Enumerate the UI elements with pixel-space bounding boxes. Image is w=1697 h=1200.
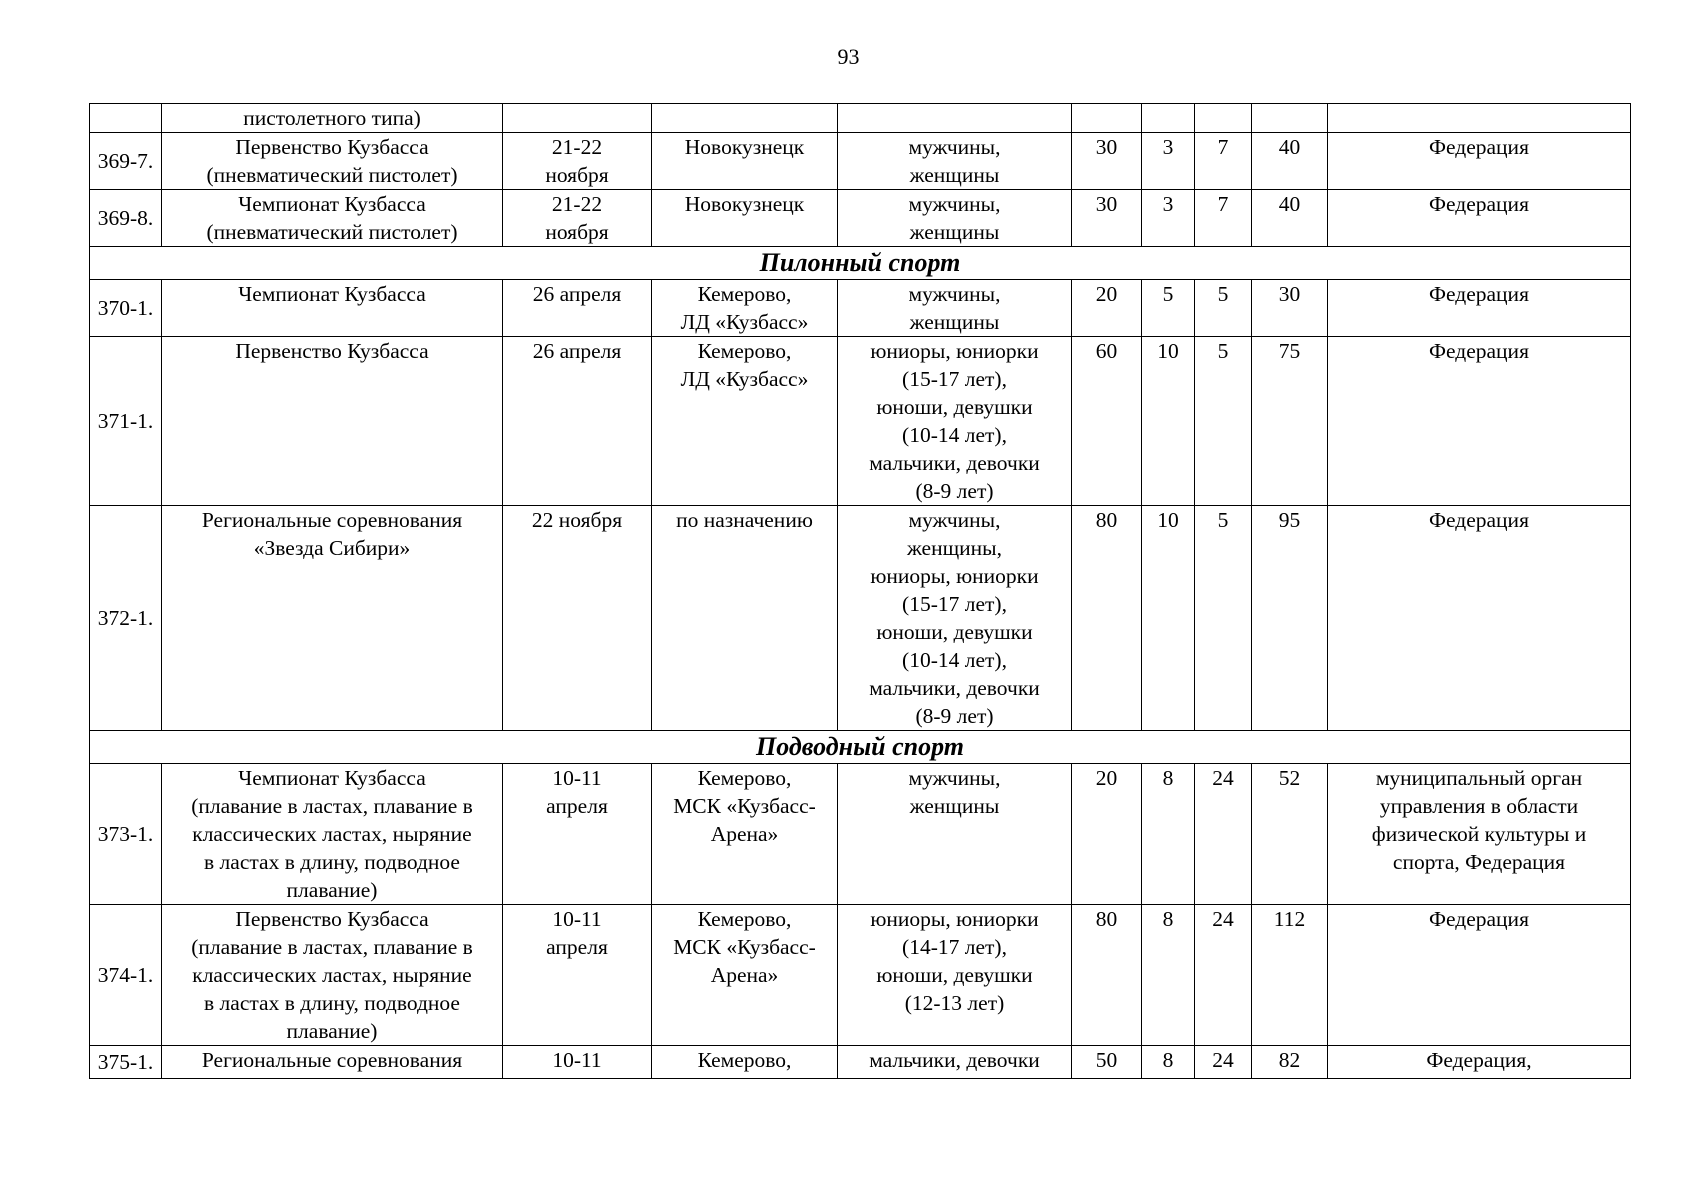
row-number: 369-8. [90, 190, 162, 247]
count-2: 10 [1142, 337, 1195, 506]
event-organizer: Федерация [1328, 506, 1631, 731]
event-place: Кемерово, МСК «Кузбасс- Арена» [652, 764, 838, 905]
event-date: 10-11 апреля [503, 764, 652, 905]
event-participants [838, 104, 1072, 133]
row-number: 370-1. [90, 280, 162, 337]
event-place: Кемерово, [652, 1046, 838, 1079]
count-1 [1072, 104, 1142, 133]
count-3: 24 [1195, 905, 1252, 1046]
event-place: Новокузнецк [652, 190, 838, 247]
event-place: Кемерово, ЛД «Кузбасс» [652, 337, 838, 506]
count-2: 3 [1142, 133, 1195, 190]
count-1: 80 [1072, 905, 1142, 1046]
event-date: 10-11 [503, 1046, 652, 1079]
row-number: 369-7. [90, 133, 162, 190]
event-date: 22 ноября [503, 506, 652, 731]
count-2: 8 [1142, 1046, 1195, 1079]
event-place [652, 104, 838, 133]
event-participants: мужчины, женщины [838, 280, 1072, 337]
table-row [90, 133, 1631, 190]
count-total: 40 [1252, 133, 1328, 190]
count-3: 7 [1195, 133, 1252, 190]
count-total: 30 [1252, 280, 1328, 337]
event-participants: мужчины, женщины [838, 764, 1072, 905]
count-total [1252, 104, 1328, 133]
table-row [90, 905, 1631, 1046]
event-name: Чемпионат Кузбасса (пневматический пистолет) [162, 190, 503, 247]
event-organizer: Федерация [1328, 337, 1631, 506]
count-3 [1195, 104, 1252, 133]
count-1: 50 [1072, 1046, 1142, 1079]
event-organizer: Федерация [1328, 133, 1631, 190]
event-participants: мальчики, девочки [838, 1046, 1072, 1079]
row-number: 371-1. [90, 337, 162, 506]
event-place: Кемерово, ЛД «Кузбасс» [652, 280, 838, 337]
event-name: Региональные соревнования «Звезда Сибири» [162, 506, 503, 731]
count-2: 10 [1142, 506, 1195, 731]
count-total: 82 [1252, 1046, 1328, 1079]
event-name: Чемпионат Кузбасса [162, 280, 503, 337]
count-total: 40 [1252, 190, 1328, 247]
event-date: 21-22 ноября [503, 190, 652, 247]
count-3: 5 [1195, 337, 1252, 506]
event-participants: мужчины, женщины [838, 190, 1072, 247]
table-row [90, 190, 1631, 247]
table-row [90, 506, 1631, 731]
count-3: 5 [1195, 280, 1252, 337]
table-row [90, 337, 1631, 506]
event-organizer: муниципальный орган управления в области физической культуры и спорта, Федерация [1328, 764, 1631, 905]
count-total: 75 [1252, 337, 1328, 506]
count-3: 5 [1195, 506, 1252, 731]
event-date: 10-11 апреля [503, 905, 652, 1046]
events-table [89, 103, 1631, 1079]
count-1: 20 [1072, 280, 1142, 337]
event-name: Региональные соревнования [162, 1046, 503, 1079]
event-name: Чемпионат Кузбасса (плавание в ластах, плавание в классических ластах, ныряние в ластах в длину, подводное плавание) [162, 764, 503, 905]
row-number: 372-1. [90, 506, 162, 731]
event-place: Кемерово, МСК «Кузбасс- Арена» [652, 905, 838, 1046]
count-total: 95 [1252, 506, 1328, 731]
count-1: 80 [1072, 506, 1142, 731]
row-number: 374-1. [90, 905, 162, 1046]
event-date: 21-22 ноября [503, 133, 652, 190]
row-number [90, 104, 162, 133]
event-name: Первенство Кузбасса (пневматический пистолет) [162, 133, 503, 190]
event-participants: мужчины, женщины, юниоры, юниорки (15-17 лет), юноши, девушки (10-14 лет), мальчики, девочки (8-9 лет) [838, 506, 1072, 731]
count-total: 112 [1252, 905, 1328, 1046]
section-title: Подводный спорт [90, 731, 1631, 764]
event-participants: юниоры, юниорки (14-17 лет), юноши, девушки (12-13 лет) [838, 905, 1072, 1046]
table-row [90, 280, 1631, 337]
event-participants: юниоры, юниорки (15-17 лет), юноши, девушки (10-14 лет), мальчики, девочки (8-9 лет) [838, 337, 1072, 506]
count-2: 8 [1142, 905, 1195, 1046]
event-date: 26 апреля [503, 337, 652, 506]
event-name: Первенство Кузбасса (плавание в ластах, плавание в классических ластах, ныряние в ластах в длину, подводное плавание) [162, 905, 503, 1046]
section-title: Пилонный спорт [90, 247, 1631, 280]
table-row [90, 1046, 1631, 1079]
event-organizer: Федерация [1328, 905, 1631, 1046]
event-name: пистолетного типа) [162, 104, 503, 133]
event-date: 26 апреля [503, 280, 652, 337]
count-2: 8 [1142, 764, 1195, 905]
section-header-row [90, 731, 1631, 764]
count-2: 3 [1142, 190, 1195, 247]
count-2 [1142, 104, 1195, 133]
table-row [90, 764, 1631, 905]
event-organizer: Федерация [1328, 280, 1631, 337]
event-place: Новокузнецк [652, 133, 838, 190]
row-number: 375-1. [90, 1046, 162, 1079]
event-participants: мужчины, женщины [838, 133, 1072, 190]
event-place: по назначению [652, 506, 838, 731]
count-3: 24 [1195, 1046, 1252, 1079]
event-organizer [1328, 104, 1631, 133]
row-number: 373-1. [90, 764, 162, 905]
event-organizer: Федерация [1328, 190, 1631, 247]
page-number: 93 [837, 44, 860, 69]
event-date [503, 104, 652, 133]
count-1: 60 [1072, 337, 1142, 506]
count-1: 30 [1072, 190, 1142, 247]
count-1: 30 [1072, 133, 1142, 190]
count-2: 5 [1142, 280, 1195, 337]
count-3: 24 [1195, 764, 1252, 905]
event-organizer: Федерация, [1328, 1046, 1631, 1079]
count-3: 7 [1195, 190, 1252, 247]
section-header-row [90, 247, 1631, 280]
count-total: 52 [1252, 764, 1328, 905]
table-row [90, 104, 1631, 133]
count-1: 20 [1072, 764, 1142, 905]
event-name: Первенство Кузбасса [162, 337, 503, 506]
